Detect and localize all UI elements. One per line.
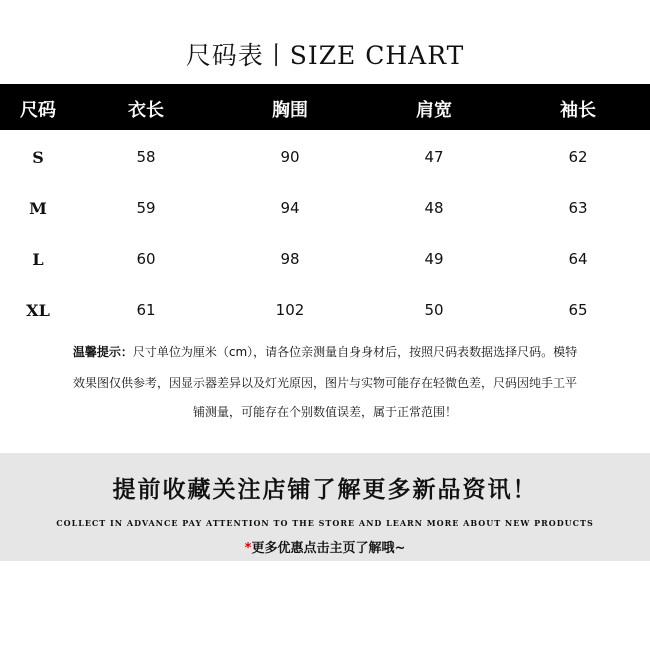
table-cell-size: XL bbox=[26, 301, 50, 320]
header-size: 尺码 bbox=[20, 100, 56, 121]
table-cell-size: M bbox=[29, 199, 47, 218]
note-line-1 bbox=[0, 343, 650, 360]
note-line-2: 效果图仅供参考，因显示器差异以及灯光原因，图片与实物可能存在轻微色差，尺码因纯手工平 bbox=[72, 376, 577, 390]
table-row bbox=[0, 142, 650, 172]
table-header bbox=[0, 84, 650, 130]
table-cell: 59 bbox=[136, 199, 156, 217]
table-cell: 90 bbox=[280, 148, 300, 166]
banner-english: COLLECT IN ADVANCE PAY ATTENTION TO THE STORE AND LEARN MORE ABOUT NEW PRODUCTS bbox=[56, 518, 594, 528]
banner-headline: 提前收藏关注店铺了解更多新品资讯！ bbox=[112, 476, 538, 503]
table-cell: 65 bbox=[568, 301, 588, 319]
table-cell: 61 bbox=[136, 301, 156, 319]
table-cell: 48 bbox=[424, 199, 444, 217]
table-cell: 98 bbox=[280, 250, 300, 268]
table-cell: 94 bbox=[280, 199, 300, 217]
promo-banner bbox=[0, 453, 650, 561]
note-line-3: 铺测量，可能存在个别数值误差，属于正常范围！ bbox=[192, 405, 457, 419]
table-cell-size: S bbox=[32, 148, 44, 167]
note-label: 温馨提示： bbox=[72, 345, 133, 359]
table-cell: 50 bbox=[424, 301, 444, 319]
table-cell: 64 bbox=[568, 250, 588, 268]
table-row bbox=[0, 193, 650, 223]
table-cell: 47 bbox=[424, 148, 444, 166]
table-cell-size: L bbox=[32, 250, 44, 269]
header-length: 衣长 bbox=[128, 100, 164, 121]
page-title: 尺码表丨SIZE CHART bbox=[185, 41, 465, 70]
table-cell: 63 bbox=[568, 199, 588, 217]
table-row bbox=[0, 295, 650, 325]
star-icon: * bbox=[244, 541, 252, 556]
table-cell: 49 bbox=[424, 250, 444, 268]
header-shoulder: 肩宽 bbox=[416, 100, 452, 121]
homepage-link-text: 更多优惠点击主页了解哦~ bbox=[251, 541, 406, 556]
homepage-link[interactable] bbox=[0, 537, 650, 556]
header-sleeve: 袖长 bbox=[560, 100, 596, 121]
table-row bbox=[0, 244, 650, 274]
table-cell: 62 bbox=[568, 148, 588, 166]
header-chest: 胸围 bbox=[272, 100, 308, 121]
note-text-1: 尺寸单位为厘米（cm），请各位亲测量自身身材后，按照尺码表数据选择尺码。模特 bbox=[132, 345, 578, 359]
table-cell: 102 bbox=[275, 301, 305, 319]
table-cell: 60 bbox=[136, 250, 156, 268]
table-cell: 58 bbox=[136, 148, 156, 166]
